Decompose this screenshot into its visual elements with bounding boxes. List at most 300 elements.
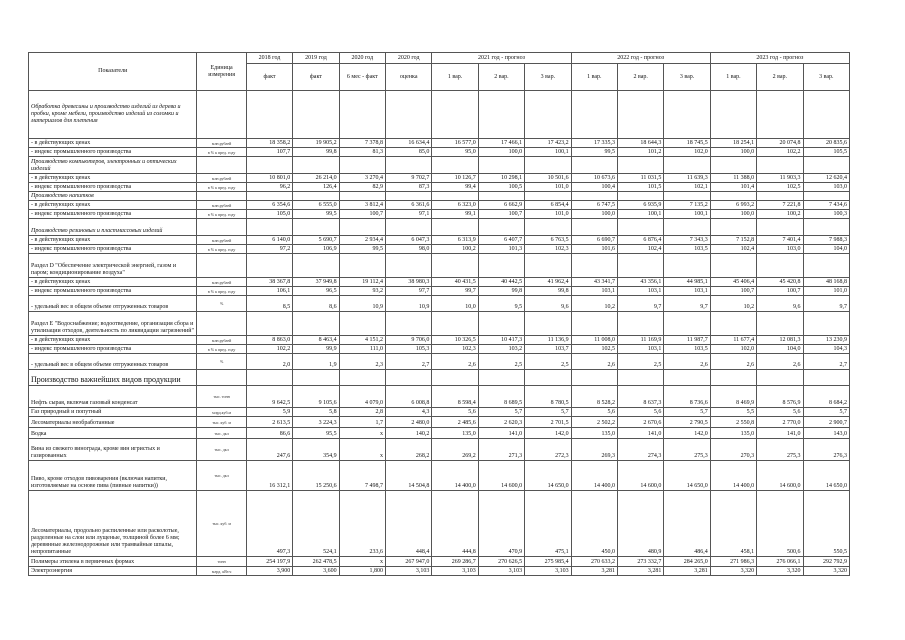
table-row xyxy=(29,296,850,312)
value-cell: 5,7 xyxy=(664,408,710,417)
value-cell: 448,4 xyxy=(386,491,432,557)
table-row xyxy=(29,428,850,439)
value-cell: 135,0 xyxy=(432,428,478,439)
value-cell: 2 613,5 xyxy=(246,417,292,428)
value-cell: 6 008,8 xyxy=(386,386,432,408)
value-cell xyxy=(246,370,292,386)
value-cell xyxy=(803,370,849,386)
value-cell: 6 935,9 xyxy=(617,201,663,210)
value-cell: 111,0 xyxy=(339,345,385,354)
value-cell: 6 854,4 xyxy=(525,201,571,210)
value-cell: 271,3 xyxy=(478,439,524,461)
value-cell: 100,7 xyxy=(710,287,756,296)
value-cell: 9,7 xyxy=(617,296,663,312)
value-cell: 14 600,0 xyxy=(617,461,663,491)
value-cell: 102,2 xyxy=(757,148,803,157)
subheader: 2 вар. xyxy=(757,64,803,91)
value-cell: 97,7 xyxy=(386,287,432,296)
unit-cell xyxy=(197,157,246,174)
value-cell: 2 670,6 xyxy=(617,417,663,428)
value-cell: 8 463,4 xyxy=(293,336,339,345)
value-cell: 104,3 xyxy=(803,345,849,354)
value-cell: 8 689,5 xyxy=(478,386,524,408)
value-cell: 100,4 xyxy=(571,183,617,192)
value-cell: 103,1 xyxy=(617,345,663,354)
value-cell: 6 361,6 xyxy=(386,201,432,210)
value-cell: 11 169,9 xyxy=(617,336,663,345)
value-cell: 100,1 xyxy=(664,210,710,219)
value-cell: 8 528,2 xyxy=(571,386,617,408)
value-cell: 100,5 xyxy=(478,183,524,192)
value-cell: 8 576,9 xyxy=(757,386,803,408)
value-cell: 275,3 xyxy=(757,439,803,461)
value-cell: 103,1 xyxy=(617,287,663,296)
row-label: - в действующих ценах xyxy=(29,174,197,183)
value-cell: 15 250,6 xyxy=(293,461,339,491)
value-cell: 2,5 xyxy=(525,354,571,370)
value-cell: 38 980,3 xyxy=(386,278,432,287)
value-cell: 270 626,5 xyxy=(478,557,524,567)
value-cell: 86,6 xyxy=(246,428,292,439)
value-cell: 8,5 xyxy=(246,296,292,312)
value-cell: 7 152,8 xyxy=(710,236,756,245)
value-cell xyxy=(246,254,292,278)
value-cell: 268,2 xyxy=(386,439,432,461)
value-cell: 100,1 xyxy=(617,210,663,219)
value-cell: х xyxy=(339,439,385,461)
value-cell: 233,6 xyxy=(339,491,385,557)
row-label: Электроэнергия xyxy=(29,567,197,576)
value-cell: 17 423,2 xyxy=(525,139,571,148)
value-cell: 5,5 xyxy=(710,408,756,417)
value-cell: 100,0 xyxy=(710,210,756,219)
year-header: 2022 год - прогноз xyxy=(571,53,710,64)
unit-cell: млн.рублей xyxy=(197,174,246,183)
value-cell: 14 650,0 xyxy=(664,461,710,491)
value-cell: 10 501,6 xyxy=(525,174,571,183)
value-cell: 45 406,4 xyxy=(710,278,756,287)
value-cell: 6 690,7 xyxy=(571,236,617,245)
value-cell: 284 265,0 xyxy=(664,557,710,567)
value-cell: 8 863,0 xyxy=(246,336,292,345)
value-cell xyxy=(525,370,571,386)
value-cell: 4,3 xyxy=(386,408,432,417)
value-cell: 10,9 xyxy=(386,296,432,312)
value-cell xyxy=(339,370,385,386)
value-cell: 101,2 xyxy=(617,148,663,157)
value-cell: 143,0 xyxy=(803,428,849,439)
table-row xyxy=(29,148,850,157)
value-cell xyxy=(803,219,849,236)
value-cell: 10 326,5 xyxy=(432,336,478,345)
value-cell: 7 498,7 xyxy=(339,461,385,491)
row-label: - индекс промышленного производства xyxy=(29,245,197,254)
value-cell: 102,4 xyxy=(617,245,663,254)
value-cell: 107,7 xyxy=(246,148,292,157)
value-cell: 8 736,6 xyxy=(664,386,710,408)
value-cell: 269 286,7 xyxy=(432,557,478,567)
value-cell: 272,3 xyxy=(525,439,571,461)
value-cell: 103,0 xyxy=(757,245,803,254)
value-cell: 82,9 xyxy=(339,183,385,192)
table-row xyxy=(29,354,850,370)
row-label: - индекс промышленного производства xyxy=(29,345,197,354)
value-cell xyxy=(386,254,432,278)
unit-cell xyxy=(197,91,246,139)
value-cell: 9 706,0 xyxy=(386,336,432,345)
value-cell: 12 081,3 xyxy=(757,336,803,345)
value-cell: 8 598,4 xyxy=(432,386,478,408)
indicators-table xyxy=(28,52,850,576)
value-cell: 2 502,2 xyxy=(571,417,617,428)
value-cell xyxy=(525,192,571,201)
value-cell: 101,0 xyxy=(803,287,849,296)
row-label: - удельный вес в общем объеме отгруженных товаров xyxy=(29,354,197,370)
value-cell: 26 214,0 xyxy=(293,174,339,183)
value-cell xyxy=(571,157,617,174)
value-cell: 6 313,9 xyxy=(432,236,478,245)
unit-cell: тыс. куб. м xyxy=(197,491,246,557)
value-cell: 5,6 xyxy=(617,408,663,417)
value-cell xyxy=(710,370,756,386)
value-cell: 4 151,2 xyxy=(339,336,385,345)
value-cell: 10 673,6 xyxy=(571,174,617,183)
table-row xyxy=(29,174,850,183)
value-cell: 102,5 xyxy=(571,345,617,354)
unit-cell: % xyxy=(197,296,246,312)
row-label: - в действующих ценах xyxy=(29,336,197,345)
value-cell: 5,6 xyxy=(571,408,617,417)
value-cell: 102,2 xyxy=(246,345,292,354)
value-cell: 3 270,4 xyxy=(339,174,385,183)
table-row xyxy=(29,417,850,428)
value-cell: 9 702,7 xyxy=(386,174,432,183)
value-cell: 9,7 xyxy=(803,296,849,312)
value-cell: 3,103 xyxy=(525,567,571,576)
value-cell xyxy=(664,254,710,278)
value-cell: 3,103 xyxy=(432,567,478,576)
value-cell: 48 168,8 xyxy=(803,278,849,287)
value-cell: 105,0 xyxy=(246,210,292,219)
value-cell: 13 230,9 xyxy=(803,336,849,345)
value-cell: 276 066,1 xyxy=(757,557,803,567)
value-cell: 135,0 xyxy=(710,428,756,439)
value-cell: 3,320 xyxy=(757,567,803,576)
section-row xyxy=(29,254,850,278)
value-cell: 7 135,2 xyxy=(664,201,710,210)
value-cell: 458,1 xyxy=(710,491,756,557)
value-cell: 8 637,3 xyxy=(617,386,663,408)
value-cell: 2,8 xyxy=(339,408,385,417)
value-cell: 5,8 xyxy=(293,408,339,417)
value-cell: 103,2 xyxy=(478,345,524,354)
value-cell xyxy=(525,157,571,174)
value-cell: 103,1 xyxy=(664,287,710,296)
value-cell: 262 478,5 xyxy=(293,557,339,567)
value-cell: 99,1 xyxy=(432,210,478,219)
unit-cell: млн.рублей xyxy=(197,201,246,210)
value-cell xyxy=(803,254,849,278)
value-cell xyxy=(571,370,617,386)
value-cell: 87,3 xyxy=(386,183,432,192)
value-cell: 2,7 xyxy=(386,354,432,370)
value-cell xyxy=(571,91,617,139)
value-cell: 100,7 xyxy=(339,210,385,219)
unit-cell: в % к пред. году xyxy=(197,148,246,157)
value-cell: 11 008,0 xyxy=(571,336,617,345)
value-cell: 7 434,6 xyxy=(803,201,849,210)
value-cell: 1,7 xyxy=(339,417,385,428)
unit-cell xyxy=(197,370,246,386)
value-cell: 6 047,3 xyxy=(386,236,432,245)
value-cell xyxy=(478,219,524,236)
value-cell: 2,6 xyxy=(571,354,617,370)
value-cell xyxy=(478,370,524,386)
value-cell xyxy=(339,91,385,139)
value-cell xyxy=(246,91,292,139)
value-cell: 9,6 xyxy=(525,296,571,312)
value-cell: 142,0 xyxy=(664,428,710,439)
value-cell xyxy=(571,254,617,278)
value-cell: 102,4 xyxy=(710,245,756,254)
unit-cell: в % к пред. году xyxy=(197,210,246,219)
value-cell xyxy=(386,157,432,174)
value-cell: 99,5 xyxy=(339,245,385,254)
unit-cell: млн.рублей xyxy=(197,336,246,345)
value-cell: 6 354,6 xyxy=(246,201,292,210)
section-title: Производство важнейших видов продукции xyxy=(29,370,197,386)
year-header: 2019 год xyxy=(293,53,339,64)
value-cell: 100,2 xyxy=(432,245,478,254)
value-cell: 273 332,7 xyxy=(617,557,663,567)
value-cell: 11 388,0 xyxy=(710,174,756,183)
value-cell xyxy=(757,370,803,386)
value-cell: 10,2 xyxy=(571,296,617,312)
value-cell: х xyxy=(339,428,385,439)
row-label: - в действующих ценах xyxy=(29,236,197,245)
table-row xyxy=(29,345,850,354)
value-cell xyxy=(525,219,571,236)
value-cell: 11 677,4 xyxy=(710,336,756,345)
unit-cell xyxy=(197,192,246,201)
unit-cell: в % к пред. году xyxy=(197,183,246,192)
value-cell xyxy=(803,91,849,139)
value-cell: 135,0 xyxy=(571,428,617,439)
value-cell: 16 577,0 xyxy=(432,139,478,148)
value-cell: 292 792,9 xyxy=(803,557,849,567)
value-cell: 20 074,8 xyxy=(757,139,803,148)
value-cell: 103,1 xyxy=(571,287,617,296)
value-cell: 2,7 xyxy=(803,354,849,370)
value-cell: 271 986,3 xyxy=(710,557,756,567)
value-cell: 269,2 xyxy=(432,439,478,461)
value-cell: 19 112,4 xyxy=(339,278,385,287)
value-cell: х xyxy=(339,557,385,567)
value-cell: 18 358,2 xyxy=(246,139,292,148)
value-cell xyxy=(757,91,803,139)
section-title: Обработка древесины и производство изделий из дерева и пробки, кроме мебели, производство изделий из соломки и материалов для плетения xyxy=(29,91,197,139)
value-cell: 103,5 xyxy=(664,345,710,354)
value-cell: 40 442,5 xyxy=(478,278,524,287)
row-label: - удельный вес в общем объеме отгруженных товаров xyxy=(29,296,197,312)
value-cell: 37 949,8 xyxy=(293,278,339,287)
value-cell: 95,0 xyxy=(432,148,478,157)
value-cell: 97,1 xyxy=(386,210,432,219)
value-cell: 2,3 xyxy=(339,354,385,370)
value-cell xyxy=(293,254,339,278)
table-row xyxy=(29,287,850,296)
value-cell: 480,9 xyxy=(617,491,663,557)
unit-cell xyxy=(197,219,246,236)
table-row xyxy=(29,491,850,557)
subheader: 3 вар. xyxy=(664,64,710,91)
value-cell: 100,7 xyxy=(478,210,524,219)
value-cell: 6 763,5 xyxy=(525,236,571,245)
value-cell: 2 900,7 xyxy=(803,417,849,428)
value-cell xyxy=(293,157,339,174)
value-cell: 100,2 xyxy=(757,210,803,219)
unit-cell: тыс. куб. м xyxy=(197,417,246,428)
value-cell: 3 224,3 xyxy=(293,417,339,428)
value-cell xyxy=(432,254,478,278)
value-cell: 18 644,3 xyxy=(617,139,663,148)
value-cell xyxy=(478,312,524,336)
subheader: факт xyxy=(246,64,292,91)
value-cell: 102,0 xyxy=(664,148,710,157)
value-cell xyxy=(617,192,663,201)
table-row xyxy=(29,183,850,192)
value-cell xyxy=(757,219,803,236)
value-cell: 99,9 xyxy=(293,345,339,354)
value-cell: 126,4 xyxy=(293,183,339,192)
value-cell: 6 993,2 xyxy=(710,201,756,210)
row-label: Полимеры этилена в первичных формах xyxy=(29,557,197,567)
value-cell: 10 801,0 xyxy=(246,174,292,183)
value-cell: 95,5 xyxy=(293,428,339,439)
value-cell: 45 420,8 xyxy=(757,278,803,287)
value-cell: 3,320 xyxy=(710,567,756,576)
value-cell: 102,3 xyxy=(525,245,571,254)
value-cell xyxy=(339,312,385,336)
value-cell: 43 341,7 xyxy=(571,278,617,287)
value-cell: 3,103 xyxy=(478,567,524,576)
table-row xyxy=(29,557,850,567)
value-cell: 5,9 xyxy=(246,408,292,417)
subheader: 2 вар. xyxy=(617,64,663,91)
value-cell xyxy=(246,157,292,174)
value-cell xyxy=(710,312,756,336)
unit-cell: тыс. дкл xyxy=(197,428,246,439)
value-cell xyxy=(432,157,478,174)
value-cell xyxy=(664,157,710,174)
value-cell: 20 835,6 xyxy=(803,139,849,148)
unit-cell: тыс. тонн xyxy=(197,386,246,408)
year-header: 2020 год xyxy=(339,53,385,64)
value-cell xyxy=(803,192,849,201)
value-cell xyxy=(386,219,432,236)
value-cell: 18 745,5 xyxy=(664,139,710,148)
value-cell: 1,9 xyxy=(293,354,339,370)
value-cell: 99,8 xyxy=(478,287,524,296)
value-cell: 140,2 xyxy=(386,428,432,439)
value-cell: 247,6 xyxy=(246,439,292,461)
section-title: Раздел E "Водоснабжение; водоотведение, организация сбора и утилизации отходов, деятельность по ликвидации загрязнений" xyxy=(29,312,197,336)
value-cell: 7 343,3 xyxy=(664,236,710,245)
value-cell: 3 812,4 xyxy=(339,201,385,210)
value-cell: 38 367,8 xyxy=(246,278,292,287)
value-cell: 99,4 xyxy=(432,183,478,192)
value-cell: 10 126,7 xyxy=(432,174,478,183)
value-cell xyxy=(617,91,663,139)
value-cell: 3,281 xyxy=(571,567,617,576)
value-cell: 99,5 xyxy=(293,210,339,219)
value-cell xyxy=(664,91,710,139)
value-cell: 11 031,5 xyxy=(617,174,663,183)
value-cell: 12 620,4 xyxy=(803,174,849,183)
row-label: Лесоматериалы, продольно распиленные или расколотые, разделенные на слои или лущеные, толщиной более 6 мм; деревянные железнодорожные или трамвайные шпалы, непропитанные xyxy=(29,491,197,557)
unit-header: Единица измерения xyxy=(197,53,246,91)
value-cell: 254 197,9 xyxy=(246,557,292,567)
value-cell: 99,8 xyxy=(293,148,339,157)
value-cell: 106,1 xyxy=(246,287,292,296)
value-cell: 99,7 xyxy=(432,287,478,296)
value-cell: 106,9 xyxy=(293,245,339,254)
value-cell: 10,2 xyxy=(710,296,756,312)
value-cell xyxy=(386,370,432,386)
value-cell xyxy=(339,192,385,201)
value-cell: 2 550,8 xyxy=(710,417,756,428)
value-cell xyxy=(803,312,849,336)
value-cell: 100,0 xyxy=(710,148,756,157)
value-cell xyxy=(293,91,339,139)
value-cell: 11 987,7 xyxy=(664,336,710,345)
value-cell: 444,8 xyxy=(432,491,478,557)
value-cell: 100,1 xyxy=(525,148,571,157)
value-cell: 14 600,0 xyxy=(478,461,524,491)
value-cell: 104,0 xyxy=(803,245,849,254)
value-cell xyxy=(710,192,756,201)
value-cell xyxy=(525,312,571,336)
value-cell: 7 401,4 xyxy=(757,236,803,245)
value-cell xyxy=(339,157,385,174)
value-cell: 100,3 xyxy=(803,210,849,219)
value-cell: 1,800 xyxy=(339,567,385,576)
value-cell: 6 555,0 xyxy=(293,201,339,210)
value-cell: 7 221,8 xyxy=(757,201,803,210)
row-label: Водка xyxy=(29,428,197,439)
value-cell: 97,2 xyxy=(246,245,292,254)
value-cell xyxy=(525,91,571,139)
table-row xyxy=(29,245,850,254)
value-cell xyxy=(710,91,756,139)
subheader: факт xyxy=(293,64,339,91)
value-cell xyxy=(339,254,385,278)
value-cell: 5,6 xyxy=(432,408,478,417)
value-cell xyxy=(293,192,339,201)
value-cell: 102,1 xyxy=(664,183,710,192)
unit-cell: тыс. дкл xyxy=(197,439,246,461)
value-cell: 10,9 xyxy=(339,296,385,312)
value-cell xyxy=(432,219,478,236)
value-cell xyxy=(478,91,524,139)
value-cell: 16 634,4 xyxy=(386,139,432,148)
value-cell: 14 650,0 xyxy=(803,461,849,491)
value-cell xyxy=(571,312,617,336)
value-cell: 141,0 xyxy=(617,428,663,439)
row-label: Пиво, кроме отходов пивоварения (включая напитки, изготовляемые на основе пива (пивные напитки)) xyxy=(29,461,197,491)
section-row xyxy=(29,370,850,386)
value-cell xyxy=(664,312,710,336)
